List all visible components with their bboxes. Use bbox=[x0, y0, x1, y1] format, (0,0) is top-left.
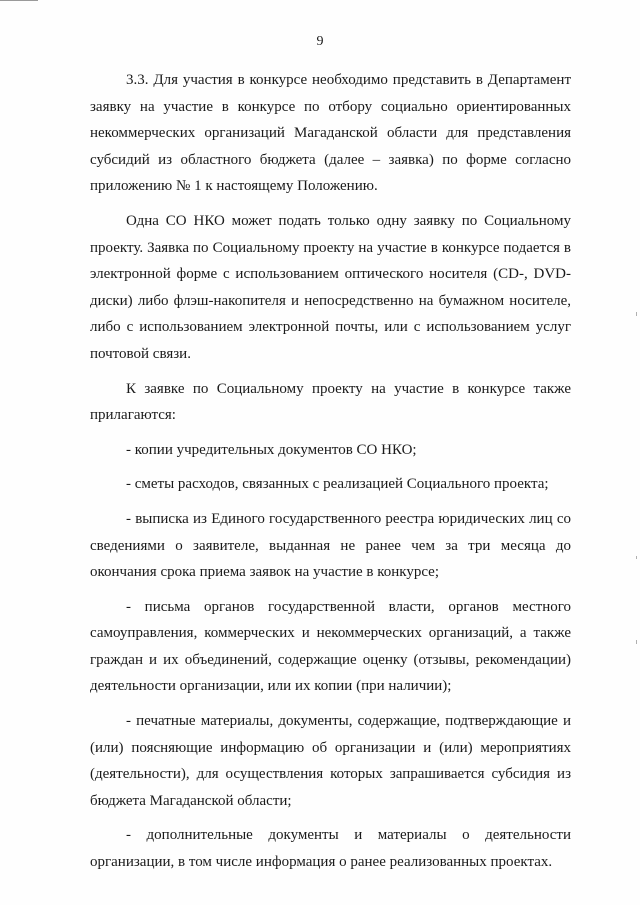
paragraph-attachments-intro: К заявке по Социальному проекту на участие в конкурсе также прилагаются: bbox=[90, 380, 571, 424]
document-body bbox=[90, 67, 571, 876]
list-item-letters: - письма органов государственной власти, органов местного самоуправления, коммерческих и некоммерческих организаций, а также граждан и их объединений, содержащие оценку (отзывы, рекомендации) деятельности организации, или их копии (при наличии); bbox=[90, 598, 571, 695]
list-item-printed-materials: - печатные материалы, документы, содержащие, подтверждающие и (или) поясняющие информацию об организации и (или) мероприятиях (деятельности), для осуществления которых запрашивается субсидия из бюджета Магаданской области; bbox=[90, 713, 571, 809]
paragraph-one-application: Одна СО НКО может подать только одну заявку по Социальному проекту. Заявка по Социальному проекту на участие в конкурсе подается в электронной форме с использованием оптического носителя (CD-, DVD-диски) либо флэш-накопителя и непосредственно на бумажном носителе, либо с использованием электронной почты, или с использованием услуг почтовой связи. bbox=[90, 212, 571, 362]
list-item-registry-extract: - выписка из Единого государственного реестра юридических лиц со сведениями о заявителе, выданная не ранее чем за три месяца до окончания срока приема заявок на участие в конкурсе; bbox=[90, 510, 571, 581]
scan-edge-mark bbox=[636, 556, 637, 559]
list-item-additional-documents: - дополнительные документы и материалы о деятельности организации, в том числе информация о ранее реализованных проектах. bbox=[90, 827, 571, 871]
list-item-cost-estimates: - сметы расходов, связанных с реализацией Социального проекта; bbox=[126, 476, 549, 493]
list-item-founding-documents: - копии учредительных документов СО НКО; bbox=[126, 441, 417, 458]
scan-corner-mark bbox=[0, 0, 38, 3]
scan-edge-mark bbox=[636, 312, 637, 316]
scan-edge-mark bbox=[636, 640, 637, 644]
page-number: 9 bbox=[316, 34, 324, 49]
paragraph-3-3: 3.3. Для участия в конкурсе необходимо представить в Департамент заявку на участие в конкурсе по отбору социально ориентированных некоммерческих организаций Магаданской области для представления субсидий из областного бюджета (далее – заявка) по форме согласно приложению № 1 к настоящему Положению. bbox=[90, 72, 571, 195]
